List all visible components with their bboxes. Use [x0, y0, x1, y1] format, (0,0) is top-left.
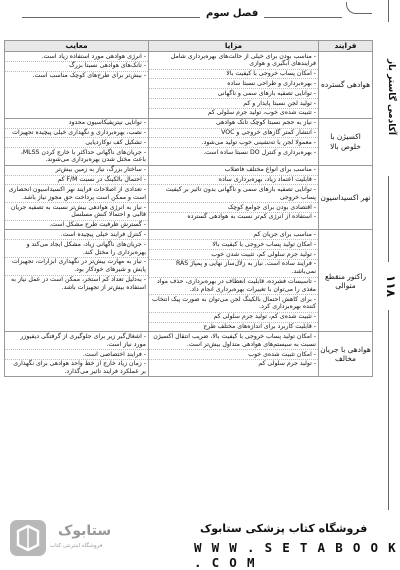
advantage-item: - استفاده از انرژی کم‌تر نسبت به هوادهی گسترده — [187, 213, 316, 221]
disadvantages-cell — [5, 332, 149, 377]
advantages-cell — [149, 230, 319, 332]
process-name-cell: اکسیژن با خلوص بالا — [319, 118, 373, 165]
chapter-title: فصل سوم — [200, 8, 264, 19]
advantage-item: - بهره‌برداری و طراحی نسبتا ساده — [149, 79, 318, 89]
disadvantage-item: - بیش‌تر برای طرح‌های کوچک مناسب است. — [32, 72, 146, 80]
side-rule-top — [388, 0, 389, 22]
disadvantage-item: - جریان‌های ناگهانی زیاد، مشکل ایجاد می‌کند و بهره‌برداری را مختل کند. — [5, 240, 148, 258]
process-name-cell: هوادهی با جریان مخالف — [319, 332, 373, 377]
disadvantage-item: - نیاز به مهارت بیش‌تر در نگهداری ابزارات، تجهیزات پایش و شیرهای خودکار بود. — [5, 258, 148, 276]
store-logo — [8, 518, 116, 558]
website-link[interactable]: W W W . S E T A B O O K . C O M — [194, 540, 397, 570]
side-rule-bottom — [388, 310, 389, 510]
advantage-item: - تاسیسات فشرده، قابلیت انعطاف در بهره‌برداری، حذف مواد مغذی را می‌توان با تغییرات بهره‌برداری انجام داد. — [149, 278, 318, 296]
table-row — [5, 165, 373, 230]
disadvantage-item: - انرژی هوادهی مورد استفاده زیاد است. — [5, 52, 148, 62]
table-row — [5, 332, 373, 377]
header-corner-decoration — [346, 2, 372, 14]
advantage-item: - مناسب برای جریان کم — [149, 230, 318, 240]
side-margin — [378, 0, 400, 562]
advantage-item: - توانایی تصفیه بارهای سمی و ناگهانی — [149, 89, 318, 99]
header-disadvantages: معایب — [5, 41, 149, 52]
advantages-cell — [149, 52, 319, 119]
process-name-cell: نهر اکسیداسیون — [319, 165, 373, 230]
disadvantage-item: - تانک‌های هوادهی نسبتا بزرگ — [5, 62, 148, 72]
footer — [0, 516, 400, 570]
disadvantage-item: - نیاز به انرژی هوادهی بیش‌تر نسبت به تصفیه جریان قالبی و احتمالا کنش مسلسل — [5, 203, 148, 221]
advantage-item: - توانایی تصفیه بارهای سمی و ناگهانی بدون تاثیر بر کیفیت پساب خروجی — [149, 185, 318, 203]
advantage-item: - امکان تولید پساب خروجی با کیفیت بالا — [149, 240, 318, 250]
table-row — [5, 118, 373, 165]
advantages-cell — [149, 165, 319, 230]
advantage-item: - نیاز به حجم نسبتا کوچک تانک هوادهی — [149, 119, 318, 129]
disadvantages-cell — [5, 52, 149, 119]
advantage-item: - تثبیت شده‌ی خوب، تولید جرم سلولی کم — [207, 109, 316, 117]
disadvantage-item: - گسترش ظرفیت طرح مشکل است. — [49, 221, 146, 229]
advantage-item: - تولید جرم سلولی کم — [258, 360, 316, 368]
advantage-item: - مناسب برای انواع مختلف فاضلاب — [149, 166, 318, 176]
disadvantages-cell — [5, 165, 149, 230]
header-rule — [22, 17, 342, 18]
disadvantage-item: - اشغال‌گیر زیر برای جلوگیری از گرفتگی دیفیوزر مورد نیاز است. — [5, 332, 148, 350]
header-advantages: مزایا — [149, 41, 319, 52]
advantage-item: - تولید جرم سلولی کم، تثبیت شدن خوب — [149, 250, 318, 260]
advantage-item: - قابلیت کاربرد برای اندازه‌های مختلف طرح — [203, 323, 316, 331]
advantage-item: - مناسب بودن برای خیلی از حالت‌های بهره‌برداری شامل فرایندهای آبگیری و هوازی — [149, 52, 318, 70]
disadvantages-cell — [5, 230, 149, 332]
disadvantage-item: - زمان زیاد خارج از خط واحد هوادهی برای نگهداری بر عملکرد فرایند تاثیر می‌گذارد. — [13, 360, 146, 376]
disadvantage-item: - ساختار بزرگ، نیاز به زمین بیش‌تر — [5, 166, 148, 176]
disadvantage-item: - به‌دلیل تعداد کم استخر، ممکن است در عمل نیاز به استفاده بیش‌تر از تجهیزات باشد. — [10, 276, 146, 291]
process-comparison-table — [4, 40, 373, 377]
logo-brand-text: ستابوک — [58, 523, 112, 539]
table-row — [5, 230, 373, 332]
advantage-item: - معمولا لجن با ته‌نشینی خوب تولید می‌شود. — [149, 138, 318, 148]
logo-subtitle: فروشگاه اینترنتی کتاب — [50, 543, 103, 549]
disadvantage-item: - فرایند اختصاصی است. — [5, 350, 148, 360]
logo-emblem-icon — [8, 518, 48, 558]
table-row — [5, 52, 373, 119]
advantage-item: - فرایند ساده است. نیاز به زلال‌ساز نهایی و پمپاژ RAS نمی‌باشد. — [149, 260, 318, 278]
advantage-item: - تولید لجن نسبتا پایدار و کم — [149, 99, 318, 109]
disadvantage-item: - جریان‌های ناگهانی حداکثر با خارج کردن MLSS، باعث مختل شدن بهره‌برداری می‌شوند. — [20, 148, 146, 164]
disadvantage-item: - احتمال بالکینگ در نسبت F/M کم — [5, 176, 148, 186]
page-number: ۱۱۸ — [384, 275, 398, 297]
header-process: فرایند — [319, 41, 373, 52]
advantage-item: - برای کاهش احتمال بالکینگ لجن می‌توان به صورت پیک انتخاب کننده بهره‌برداری کرد. — [149, 295, 318, 313]
advantage-item: - تثبیت شده‌ی کم، تولید جرم سلولی کم — [149, 313, 318, 323]
book-title: آکادمی گاستر باز — [386, 59, 396, 135]
disadvantage-item: - تعدادی از اصلاحات فرایند نهر اکسیداسیون انحصاری است و ممکن است پرداخت حق مجوز نیاز باشد. — [5, 185, 148, 203]
advantage-item: - بهره‌برداری و کنترل DO نسبتا ساده است. — [203, 148, 316, 156]
advantages-cell — [149, 332, 319, 377]
disadvantages-cell — [5, 118, 149, 165]
side-rule-middle — [388, 176, 389, 262]
advantages-cell — [149, 118, 319, 165]
table-header-row — [5, 41, 373, 52]
advantage-item: - امکان پساب خروجی با کیفیت بالا — [149, 70, 318, 80]
disadvantage-item: - نصب، بهره‌برداری و نگهداری خیلی پیچیده تجهیزات — [5, 129, 148, 139]
disadvantage-item: - کنترل فرایند خیلی پیچیده است. — [5, 230, 148, 240]
advantage-item: - امکان تولید پساب خروجی با کیفیت بالا، ضریب انتقال اکسیژن نسبت به سیستم‌های هوادهی متداول بیش‌تر است. — [149, 332, 318, 350]
process-name-cell: هوادهی گسترده — [319, 52, 373, 119]
disadvantage-item: - توانایی نیتریفیکاسیون محدود — [5, 119, 148, 129]
advantage-item: - قابلیت اعتماد زیاد، بهره‌برداری ساده — [149, 176, 318, 186]
advantage-item: - امکان تثبیت شده‌ی خوب — [149, 350, 318, 360]
disadvantage-item: - تشکیل کف نوکاردیایی — [5, 138, 148, 148]
process-name-cell: راکتور منقطع متوالی — [319, 230, 373, 332]
store-name: فروشگاه کتاب پزشکی ستابوک — [200, 522, 368, 535]
advantage-item: - انتشار کمتر گازهای خروجی و VOC — [149, 129, 318, 139]
advantage-item: - اقتصادی بودن برای جوامع کوچک — [149, 203, 318, 213]
chapter-header — [0, 0, 400, 40]
